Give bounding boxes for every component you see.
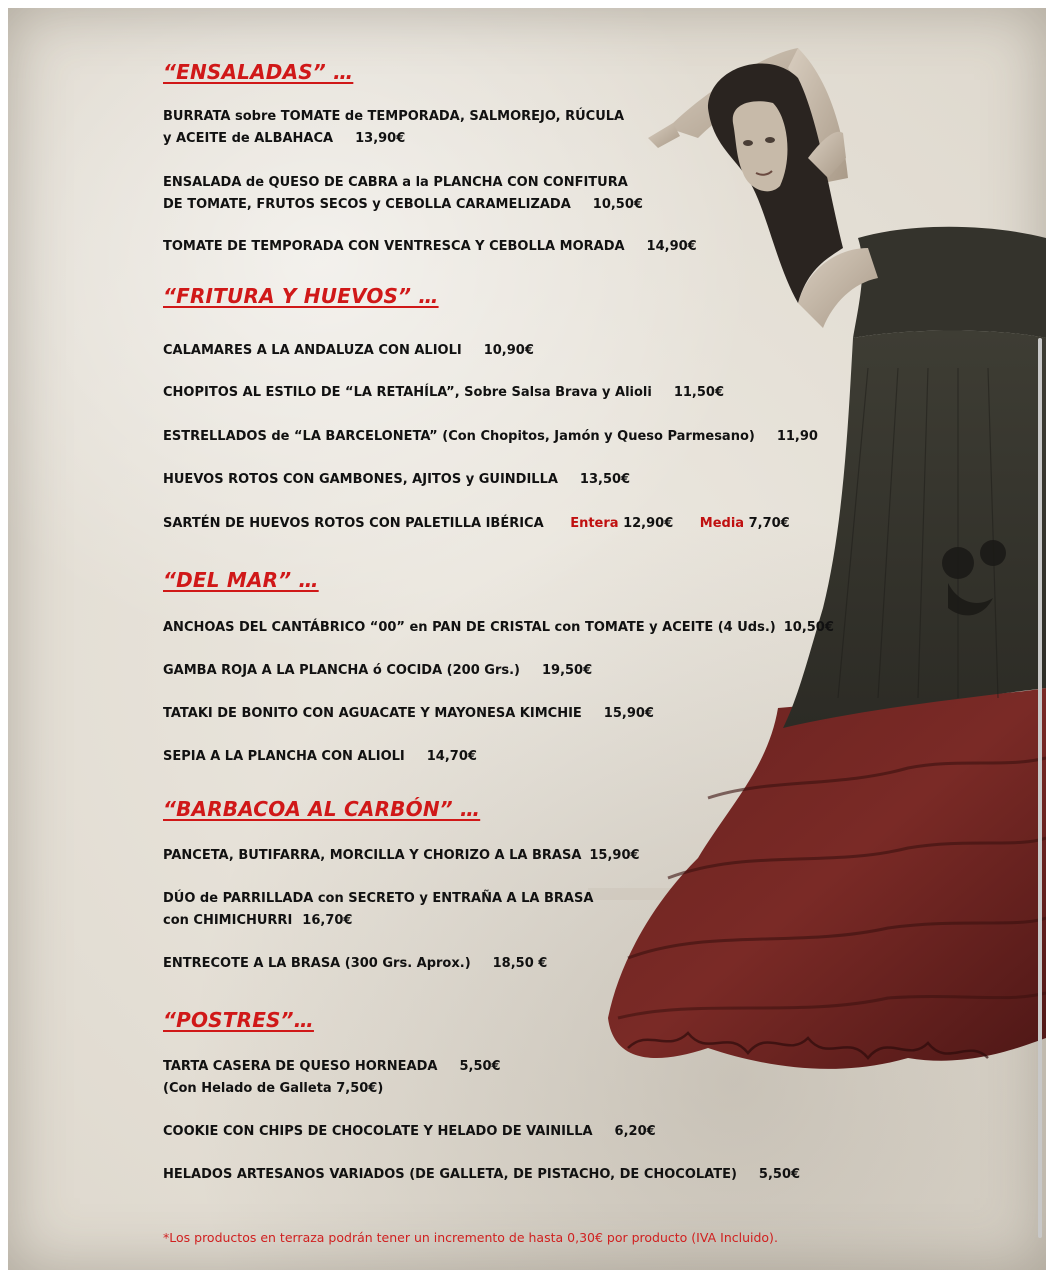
item-name-cont: con CHIMICHURRI [163, 913, 293, 928]
item-name: ESTRELLADOS de “LA BARCELONETA” (Con Chopitos, Jamón y Queso Parmesano) [163, 429, 755, 444]
item-price: 11,50€ [673, 385, 724, 400]
item-name: CALAMARES A LA ANDALUZA CON ALIOLI [163, 343, 462, 358]
section-heading-ensaladas: “ENSALADAS” … [163, 60, 354, 84]
menu-item [163, 746, 477, 768]
item-price: 10,90€ [483, 343, 534, 358]
item-price: 10,50€ [783, 620, 834, 635]
section-heading-postres: “POSTRES”… [163, 1008, 314, 1032]
footer-note: *Los productos en terraza podrán tener un incremento de hasta 0,30€ por producto (IVA Incluido). [163, 1230, 778, 1245]
item-price: 14,90€ [646, 239, 697, 254]
menu-item [163, 1056, 501, 1100]
item-name: ENSALADA de QUESO DE CABRA a la PLANCHA CON CONFITURA [163, 175, 628, 190]
menu-item [163, 172, 643, 216]
menu-item [163, 106, 624, 150]
item-name: ENTRECOTE A LA BRASA (300 Grs. Aprox.) [163, 956, 471, 971]
item-name-cont: DE TOMATE, FRUTOS SECOS y CEBOLLA CARAMELIZADA [163, 197, 571, 212]
menu-item [163, 340, 534, 362]
item-name-cont: y ACEITE de ALBAHACA [163, 131, 334, 146]
item-name: CHOPITOS AL ESTILO DE “LA RETAHÍLA”, Sobre Salsa Brava y Alioli [163, 385, 652, 400]
item-note: (Con Helado de Galleta 7,50€) [163, 1081, 384, 1096]
menu-page [8, 8, 1046, 1270]
item-name: SEPIA A LA PLANCHA CON ALIOLI [163, 749, 405, 764]
option-label-entera: Entera [570, 516, 619, 531]
item-name: TARTA CASERA DE QUESO HORNEADA [163, 1059, 438, 1074]
menu-item [163, 617, 834, 639]
item-price: 13,50€ [579, 472, 631, 487]
menu-item [163, 426, 818, 448]
option-price-media: 7,70€ [748, 516, 790, 531]
item-name: COOKIE CON CHIPS DE CHOCOLATE Y HELADO DE VAINILLA [163, 1124, 593, 1139]
section-heading-del-mar: “DEL MAR” … [163, 568, 319, 592]
item-name: DÚO de PARRILLADA con SECRETO y ENTRAÑA A LA BRASA [163, 891, 594, 906]
menu-item [163, 888, 593, 932]
option-label-media: Media [699, 516, 745, 531]
menu-item [163, 953, 547, 975]
item-name: HUEVOS ROTOS CON GAMBONES, AJITOS y GUINDILLA [163, 472, 558, 487]
item-price: 15,90€ [589, 848, 640, 863]
item-name: HELADOS ARTESANOS VARIADOS (DE GALLETA, DE PISTACHO, DE CHOCOLATE) [163, 1167, 737, 1182]
menu-item [163, 703, 654, 725]
menu-item [163, 469, 630, 491]
menu-item [163, 660, 592, 682]
section-heading-fritura: “FRITURA Y HUEVOS” … [163, 284, 439, 308]
item-price: 16,70€ [302, 913, 353, 928]
item-price: 6,20€ [614, 1124, 656, 1139]
menu-item [163, 845, 640, 867]
menu-item [163, 382, 724, 404]
item-name: TOMATE DE TEMPORADA CON VENTRESCA Y CEBOLLA MORADA [163, 239, 625, 254]
item-name: BURRATA sobre TOMATE de TEMPORADA, SALMOREJO, RÚCULA [163, 109, 625, 124]
item-price: 5,50€ [459, 1059, 501, 1074]
item-price: 11,90 [776, 429, 818, 444]
item-price: 14,70€ [426, 749, 477, 764]
item-name: PANCETA, BUTIFARRA, MORCILLA Y CHORIZO A LA BRASA [163, 848, 582, 863]
menu-item [163, 513, 790, 535]
item-name: SARTÉN DE HUEVOS ROTOS CON PALETILLA IBÉRICA [163, 516, 544, 531]
item-price: 19,50€ [541, 663, 593, 678]
item-price: 10,50€ [592, 197, 643, 212]
item-price: 18,50 € [492, 956, 548, 971]
item-price: 5,50€ [758, 1167, 801, 1182]
menu-item [163, 1121, 656, 1143]
item-price: 13,90€ [355, 131, 406, 146]
item-name: ANCHOAS DEL CANTÁBRICO “00” en PAN DE CRISTAL con TOMATE y ACEITE (4 Uds.) [163, 620, 776, 635]
section-heading-barbacoa: “BARBACOA AL CARBÓN” … [163, 797, 481, 821]
option-price-entera: 12,90€ [623, 516, 674, 531]
menu-content [8, 8, 1046, 1270]
menu-item [163, 1164, 800, 1186]
item-name: GAMBA ROJA A LA PLANCHA ó COCIDA (200 Grs.) [163, 663, 520, 678]
menu-item [163, 236, 697, 258]
item-name: TATAKI DE BONITO CON AGUACATE Y MAYONESA KIMCHIE [163, 706, 582, 721]
item-price: 15,90€ [603, 706, 654, 721]
